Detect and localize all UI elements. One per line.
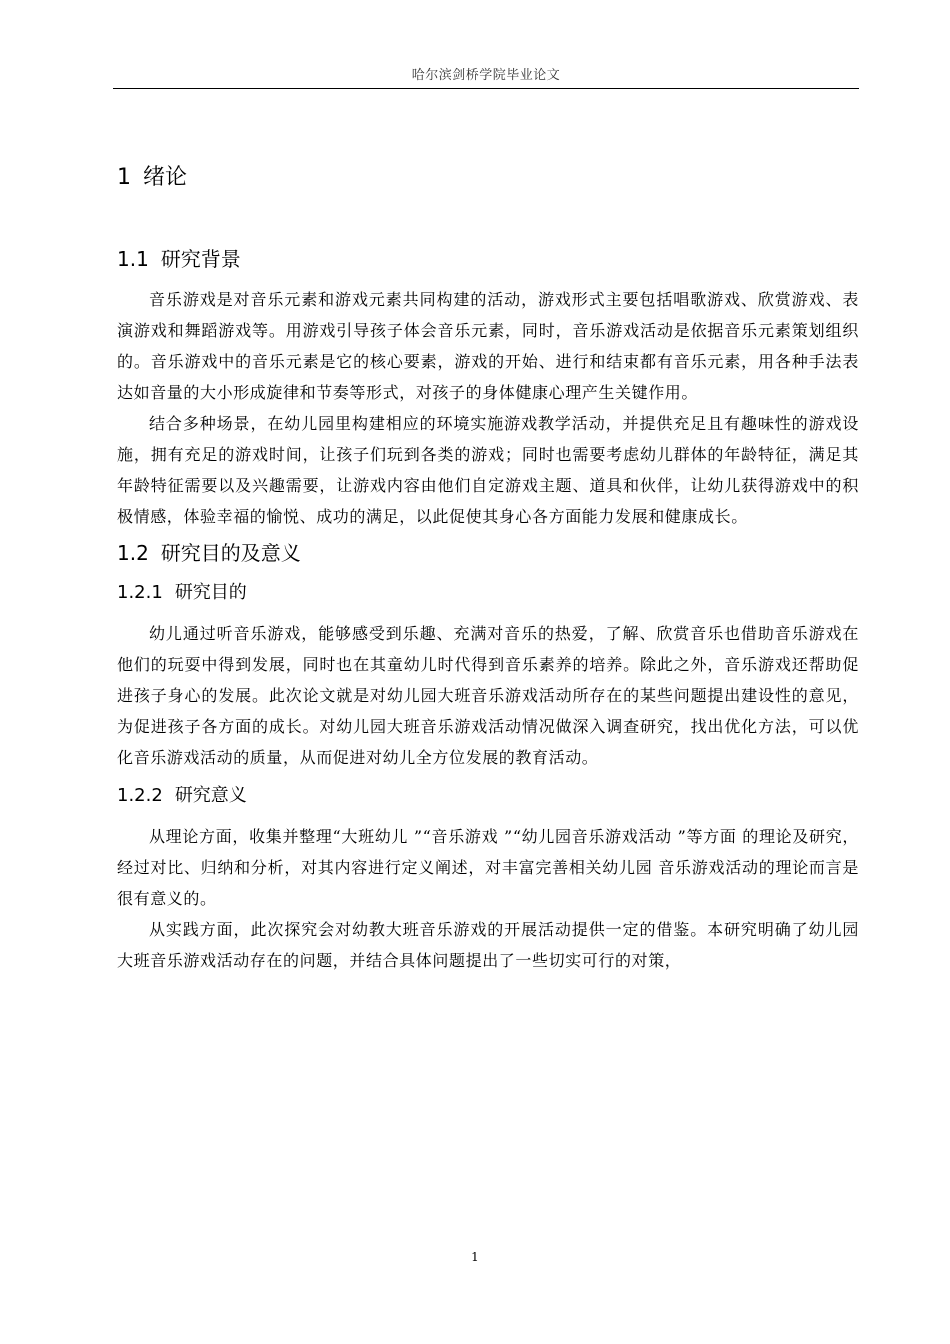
- subsection-number: 1.2.1: [117, 582, 163, 603]
- chapter-heading: [117, 160, 859, 196]
- section-number: 1.2: [117, 541, 149, 565]
- chapter-title: 绪论: [143, 165, 188, 190]
- section-heading-purpose-meaning: [117, 536, 859, 570]
- section-heading-background: [117, 242, 859, 276]
- paragraph-meaning-1: 从理论方面，收集并整理“大班幼儿 ”“音乐游戏 ”“幼儿园音乐游戏活动 ”等方面 的理论及研究，经过对比、归纳和分析，对其内容进行定义阐述，对丰富完善相关幼儿园 音乐游戏活动的理论而言是很有意义的。: [117, 827, 859, 908]
- subsection-title: 研究目的: [174, 582, 247, 603]
- paragraph-meaning-2: 从实践方面，此次探究会对幼教大班音乐游戏的开展活动提供一定的借鉴。本研究明确了幼儿园大班音乐游戏活动存在的问题，并结合具体问题提出了一些切实可行的对策，: [117, 920, 859, 970]
- chapter-number: 1: [117, 165, 131, 190]
- subsection-title: 研究意义: [174, 785, 247, 806]
- header-rule: [113, 88, 859, 89]
- section-title: 研究背景: [160, 247, 241, 271]
- paragraph-purpose-1: 幼儿通过听音乐游戏，能够感受到乐趣、充满对音乐的热爱，了解、欣赏音乐也借助音乐游戏在他们的玩耍中得到发展，同时也在其童幼儿时代得到音乐素养的培养。除此之外，音乐游戏还帮助促进孩子身心的发展。此次论文就是对幼儿园大班音乐游戏活动所存在的某些问题提出建设性的意见，为促进孩子各方面的成长。对幼儿园大班音乐游戏活动情况做深入调查研究，找出优化方法，可以优化音乐游戏活动的质量，从而促进对幼儿全方位发展的教育活动。: [117, 624, 859, 767]
- running-header: 哈尔滨剑桥学院毕业论文: [411, 68, 561, 83]
- subsection-number: 1.2.2: [117, 785, 163, 806]
- section-number: 1.1: [117, 247, 149, 271]
- page-number: 1: [471, 1250, 479, 1264]
- section-title: 研究目的及意义: [160, 541, 301, 565]
- page-body: [117, 160, 859, 976]
- paragraph-background-1: 音乐游戏是对音乐元素和游戏元素共同构建的活动，游戏形式主要包括唱歌游戏、欣赏游戏、表演游戏和舞蹈游戏等。用游戏引导孩子体会音乐元素，同时，音乐游戏活动是依据音乐元素策划组织的。音乐游戏中的音乐元素是它的核心要素，游戏的开始、进行和结束都有音乐元素，用各种手法表达如音量的大小形成旋律和节奏等形式，对孩子的身体健康心理产生关键作用。: [117, 290, 859, 402]
- paragraph-background-2: 结合多种场景，在幼儿园里构建相应的环境实施游戏教学活动，并提供充足且有趣味性的游戏设施，拥有充足的游戏时间，让孩子们玩到各类的游戏；同时也需要考虑幼儿群体的年龄特征，满足其年龄特征需要以及兴趣需要，让游戏内容由他们自定游戏主题、道具和伙伴，让幼儿获得游戏中的积极情感，体验幸福的愉悦、成功的满足，以此促使其身心各方面能力发展和健康成长。: [117, 414, 859, 526]
- subsection-heading-purpose: [117, 578, 859, 608]
- subsection-heading-meaning: [117, 781, 859, 811]
